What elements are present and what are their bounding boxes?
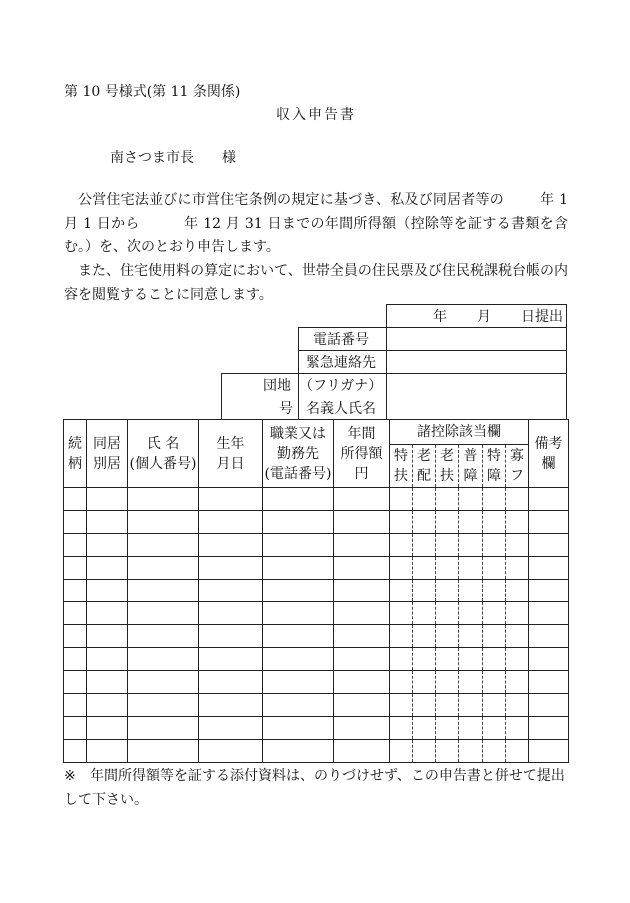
- table-cell[interactable]: [506, 625, 529, 648]
- submission-day: 日提出: [521, 309, 563, 325]
- table-cell[interactable]: [436, 716, 459, 739]
- emergency-field[interactable]: [386, 350, 567, 374]
- col-name: 氏 名 (個人番号): [128, 420, 199, 488]
- col-relation: 続 柄: [64, 420, 87, 488]
- table-cell[interactable]: [529, 648, 569, 671]
- table-cell[interactable]: [87, 625, 128, 648]
- table-row: [64, 556, 569, 579]
- col-cohabit: 同居 別居: [87, 420, 128, 488]
- table-cell[interactable]: [390, 625, 413, 648]
- submission-month: 月: [477, 309, 491, 325]
- table-cell[interactable]: [334, 716, 390, 739]
- declaration-year-1: 年: [539, 192, 555, 208]
- table-cell[interactable]: [64, 739, 87, 762]
- table-row: [64, 671, 569, 694]
- table-row: [64, 533, 569, 556]
- table-cell[interactable]: [334, 694, 390, 717]
- table-cell[interactable]: [199, 716, 263, 739]
- table-cell[interactable]: [483, 602, 506, 625]
- table-cell[interactable]: [64, 716, 87, 739]
- table-row: [64, 602, 569, 625]
- table-cell[interactable]: [459, 739, 483, 762]
- deduction-kafu: 寡 フ: [506, 445, 529, 488]
- table-cell[interactable]: [529, 602, 569, 625]
- table-cell[interactable]: [64, 579, 87, 602]
- table-cell[interactable]: [87, 716, 128, 739]
- table-cell[interactable]: [413, 579, 436, 602]
- table-cell[interactable]: [64, 556, 87, 579]
- table-cell[interactable]: [128, 625, 199, 648]
- deduction-rohai: 老 配: [413, 445, 436, 488]
- table-cell[interactable]: [390, 533, 413, 556]
- table-cell[interactable]: [413, 671, 436, 694]
- table-cell[interactable]: [199, 556, 263, 579]
- table-cell[interactable]: [263, 533, 334, 556]
- table-cell[interactable]: [128, 716, 199, 739]
- table-cell[interactable]: [483, 716, 506, 739]
- table-cell[interactable]: [263, 648, 334, 671]
- declaration-text-3: 年 12 月 31 日までの年間所得額（控除等を証する書類を含む。）を、次のとおり申告します。: [64, 215, 568, 255]
- table-cell[interactable]: [128, 671, 199, 694]
- table-cell[interactable]: [529, 625, 569, 648]
- addressee-honorific: 様: [222, 150, 236, 166]
- table-cell[interactable]: [128, 739, 199, 762]
- table-row: [64, 510, 569, 533]
- table-cell[interactable]: [87, 533, 128, 556]
- table-row: [64, 625, 569, 648]
- table-cell[interactable]: [413, 625, 436, 648]
- table-cell[interactable]: [506, 488, 529, 511]
- table-cell[interactable]: [413, 533, 436, 556]
- table-cell[interactable]: [436, 579, 459, 602]
- emergency-label: 緊急連絡先: [306, 355, 376, 371]
- table-cell[interactable]: [263, 625, 334, 648]
- table-cell[interactable]: [263, 510, 334, 533]
- deduction-tokusho: 特 障: [483, 445, 506, 488]
- holder-name-label: 名義人氏名: [306, 401, 376, 417]
- table-cell[interactable]: [506, 602, 529, 625]
- deduction-tokufu: 特 扶: [390, 445, 413, 488]
- table-cell[interactable]: [64, 602, 87, 625]
- table-cell[interactable]: [436, 510, 459, 533]
- table-cell[interactable]: [128, 533, 199, 556]
- table-cell[interactable]: [459, 556, 483, 579]
- table-cell[interactable]: [334, 579, 390, 602]
- table-cell[interactable]: [413, 488, 436, 511]
- table-cell[interactable]: [87, 694, 128, 717]
- table-cell[interactable]: [263, 602, 334, 625]
- danchi-label: 団地: [263, 378, 291, 394]
- table-cell[interactable]: [436, 533, 459, 556]
- table-cell[interactable]: [390, 556, 413, 579]
- table-cell[interactable]: [334, 533, 390, 556]
- table-cell[interactable]: [390, 579, 413, 602]
- table-cell[interactable]: [128, 488, 199, 511]
- table-cell[interactable]: [334, 488, 390, 511]
- table-cell[interactable]: [506, 694, 529, 717]
- table-cell[interactable]: [506, 556, 529, 579]
- table-cell[interactable]: [506, 579, 529, 602]
- table-cell[interactable]: [199, 602, 263, 625]
- table-cell[interactable]: [506, 739, 529, 762]
- table-cell[interactable]: [529, 716, 569, 739]
- table-cell[interactable]: [128, 648, 199, 671]
- declaration-text-1: 公営住宅法並びに市営住宅条例の規定に基づき、私及び同居者等の: [78, 192, 504, 208]
- addressee: [110, 151, 236, 165]
- table-cell[interactable]: [263, 716, 334, 739]
- table-cell[interactable]: [506, 716, 529, 739]
- form-number: 第 10 号様式(第 11 条関係): [64, 84, 241, 100]
- table-cell[interactable]: [529, 694, 569, 717]
- table-cell[interactable]: [436, 648, 459, 671]
- table-cell[interactable]: [87, 510, 128, 533]
- table-cell[interactable]: [436, 739, 459, 762]
- table-cell[interactable]: [506, 510, 529, 533]
- declaration-paragraph: [64, 189, 568, 260]
- table-cell[interactable]: [529, 739, 569, 762]
- holder-label-cell: [298, 373, 387, 420]
- deduction-fusho: 普 障: [459, 445, 483, 488]
- table-cell[interactable]: [483, 533, 506, 556]
- table-cell[interactable]: [459, 602, 483, 625]
- holder-name-field[interactable]: [386, 373, 567, 420]
- col-deductions: 諸控除該当欄: [390, 420, 529, 445]
- table-cell[interactable]: [413, 602, 436, 625]
- phone-label-cell: [298, 327, 387, 351]
- furigana-label: （フリガナ）: [299, 378, 383, 394]
- submission-year: 年: [433, 309, 447, 325]
- table-cell[interactable]: [459, 488, 483, 511]
- table-cell[interactable]: [128, 694, 199, 717]
- table-cell[interactable]: [334, 510, 390, 533]
- table-cell[interactable]: [334, 739, 390, 762]
- table-cell[interactable]: [483, 579, 506, 602]
- footnote: [64, 764, 572, 812]
- addressee-name: 南さつま市長: [110, 150, 194, 166]
- table-cell[interactable]: [87, 671, 128, 694]
- table-cell[interactable]: [390, 739, 413, 762]
- table-cell[interactable]: [459, 648, 483, 671]
- table-cell[interactable]: [128, 556, 199, 579]
- table-row: [64, 488, 569, 511]
- col-remarks: 備考 欄: [529, 420, 569, 488]
- table-cell[interactable]: [128, 510, 199, 533]
- table-cell[interactable]: [483, 488, 506, 511]
- table-cell[interactable]: [459, 533, 483, 556]
- table-cell[interactable]: [199, 579, 263, 602]
- table-row: [64, 716, 569, 739]
- table-cell[interactable]: [413, 510, 436, 533]
- table-cell[interactable]: [529, 488, 569, 511]
- table-cell[interactable]: [436, 488, 459, 511]
- table-cell[interactable]: [87, 579, 128, 602]
- table-cell[interactable]: [483, 510, 506, 533]
- table-cell[interactable]: [413, 556, 436, 579]
- table-cell[interactable]: [506, 648, 529, 671]
- table-cell[interactable]: [64, 488, 87, 511]
- table-cell[interactable]: [483, 625, 506, 648]
- table-cell[interactable]: [436, 625, 459, 648]
- table-cell[interactable]: [436, 671, 459, 694]
- table-cell[interactable]: [199, 671, 263, 694]
- table-cell[interactable]: [87, 739, 128, 762]
- table-cell[interactable]: [87, 556, 128, 579]
- table-cell[interactable]: [436, 602, 459, 625]
- table-cell[interactable]: [390, 510, 413, 533]
- table-cell[interactable]: [483, 648, 506, 671]
- table-cell[interactable]: [87, 602, 128, 625]
- table-cell[interactable]: [334, 625, 390, 648]
- table-row: [64, 694, 569, 717]
- table-cell[interactable]: [64, 625, 87, 648]
- table-cell[interactable]: [529, 556, 569, 579]
- table-cell[interactable]: [199, 510, 263, 533]
- table-cell[interactable]: [199, 533, 263, 556]
- deduction-rofu: 老 扶: [436, 445, 459, 488]
- table-cell[interactable]: [390, 671, 413, 694]
- emergency-label-cell: [298, 350, 387, 374]
- table-row: [64, 739, 569, 762]
- table-cell[interactable]: [459, 716, 483, 739]
- table-cell[interactable]: [413, 716, 436, 739]
- phone-label: 電話番号: [313, 332, 369, 348]
- table-cell[interactable]: [263, 694, 334, 717]
- table-cell[interactable]: [413, 739, 436, 762]
- table-cell[interactable]: [529, 579, 569, 602]
- table-cell[interactable]: [390, 602, 413, 625]
- table-row: [64, 579, 569, 602]
- phone-field[interactable]: [386, 327, 567, 351]
- table-cell[interactable]: [483, 556, 506, 579]
- table-row: [64, 648, 569, 671]
- table-cell[interactable]: [64, 648, 87, 671]
- col-occupation: 職業又は 勤務先 (電話番号): [263, 420, 334, 488]
- table-cell[interactable]: [459, 625, 483, 648]
- col-birthdate: 生年 月日: [199, 420, 263, 488]
- table-cell[interactable]: [128, 602, 199, 625]
- table-cell[interactable]: [459, 579, 483, 602]
- table-cell[interactable]: [413, 648, 436, 671]
- table-cell[interactable]: [199, 488, 263, 511]
- table-cell[interactable]: [390, 716, 413, 739]
- table-cell[interactable]: [263, 739, 334, 762]
- table-cell[interactable]: [436, 694, 459, 717]
- room-number-label: 号: [279, 401, 293, 417]
- table-cell[interactable]: [199, 739, 263, 762]
- table-cell[interactable]: [529, 510, 569, 533]
- table-cell[interactable]: [529, 533, 569, 556]
- table-cell[interactable]: [263, 556, 334, 579]
- table-cell[interactable]: [64, 694, 87, 717]
- table-cell[interactable]: [334, 648, 390, 671]
- table-cell[interactable]: [334, 671, 390, 694]
- table-cell[interactable]: [390, 648, 413, 671]
- danchi-cell[interactable]: [221, 373, 299, 420]
- table-cell[interactable]: [263, 671, 334, 694]
- table-cell[interactable]: [529, 671, 569, 694]
- table-cell[interactable]: [64, 671, 87, 694]
- table-cell[interactable]: [506, 533, 529, 556]
- table-cell[interactable]: [64, 510, 87, 533]
- table-cell[interactable]: [413, 694, 436, 717]
- table-cell[interactable]: [199, 648, 263, 671]
- table-cell[interactable]: [390, 694, 413, 717]
- table-cell[interactable]: [483, 694, 506, 717]
- table-cell[interactable]: [483, 739, 506, 762]
- table-cell[interactable]: [87, 488, 128, 511]
- table-cell[interactable]: [483, 671, 506, 694]
- note-mark: ※: [64, 768, 76, 784]
- consent-paragraph: また、住宅使用料の算定において、世帯全員の住民票及び住民税課税台帳の内容を閲覧することに同意します。: [64, 263, 568, 303]
- page-title: 収入申告書: [276, 107, 356, 123]
- note-text: 年間所得額等を証する添付資料は、のりづけせず、この申告書と併せて提出して下さい。: [64, 768, 565, 808]
- table-cell[interactable]: [87, 648, 128, 671]
- table-cell[interactable]: [334, 556, 390, 579]
- table-cell[interactable]: [128, 579, 199, 602]
- table-cell[interactable]: [506, 671, 529, 694]
- table-cell[interactable]: [334, 602, 390, 625]
- table-cell[interactable]: [436, 556, 459, 579]
- submission-date: [386, 304, 567, 328]
- table-cell[interactable]: [390, 488, 413, 511]
- household-table: [63, 419, 569, 763]
- table-cell[interactable]: [199, 694, 263, 717]
- table-cell[interactable]: [263, 579, 334, 602]
- table-cell[interactable]: [64, 533, 87, 556]
- table-cell[interactable]: [459, 510, 483, 533]
- table-cell[interactable]: [459, 671, 483, 694]
- table-cell[interactable]: [459, 694, 483, 717]
- declaration-text-2: 1 月 1 日から: [64, 192, 568, 232]
- col-income: 年間 所得額 円: [334, 420, 390, 488]
- table-cell[interactable]: [263, 488, 334, 511]
- table-cell[interactable]: [199, 625, 263, 648]
